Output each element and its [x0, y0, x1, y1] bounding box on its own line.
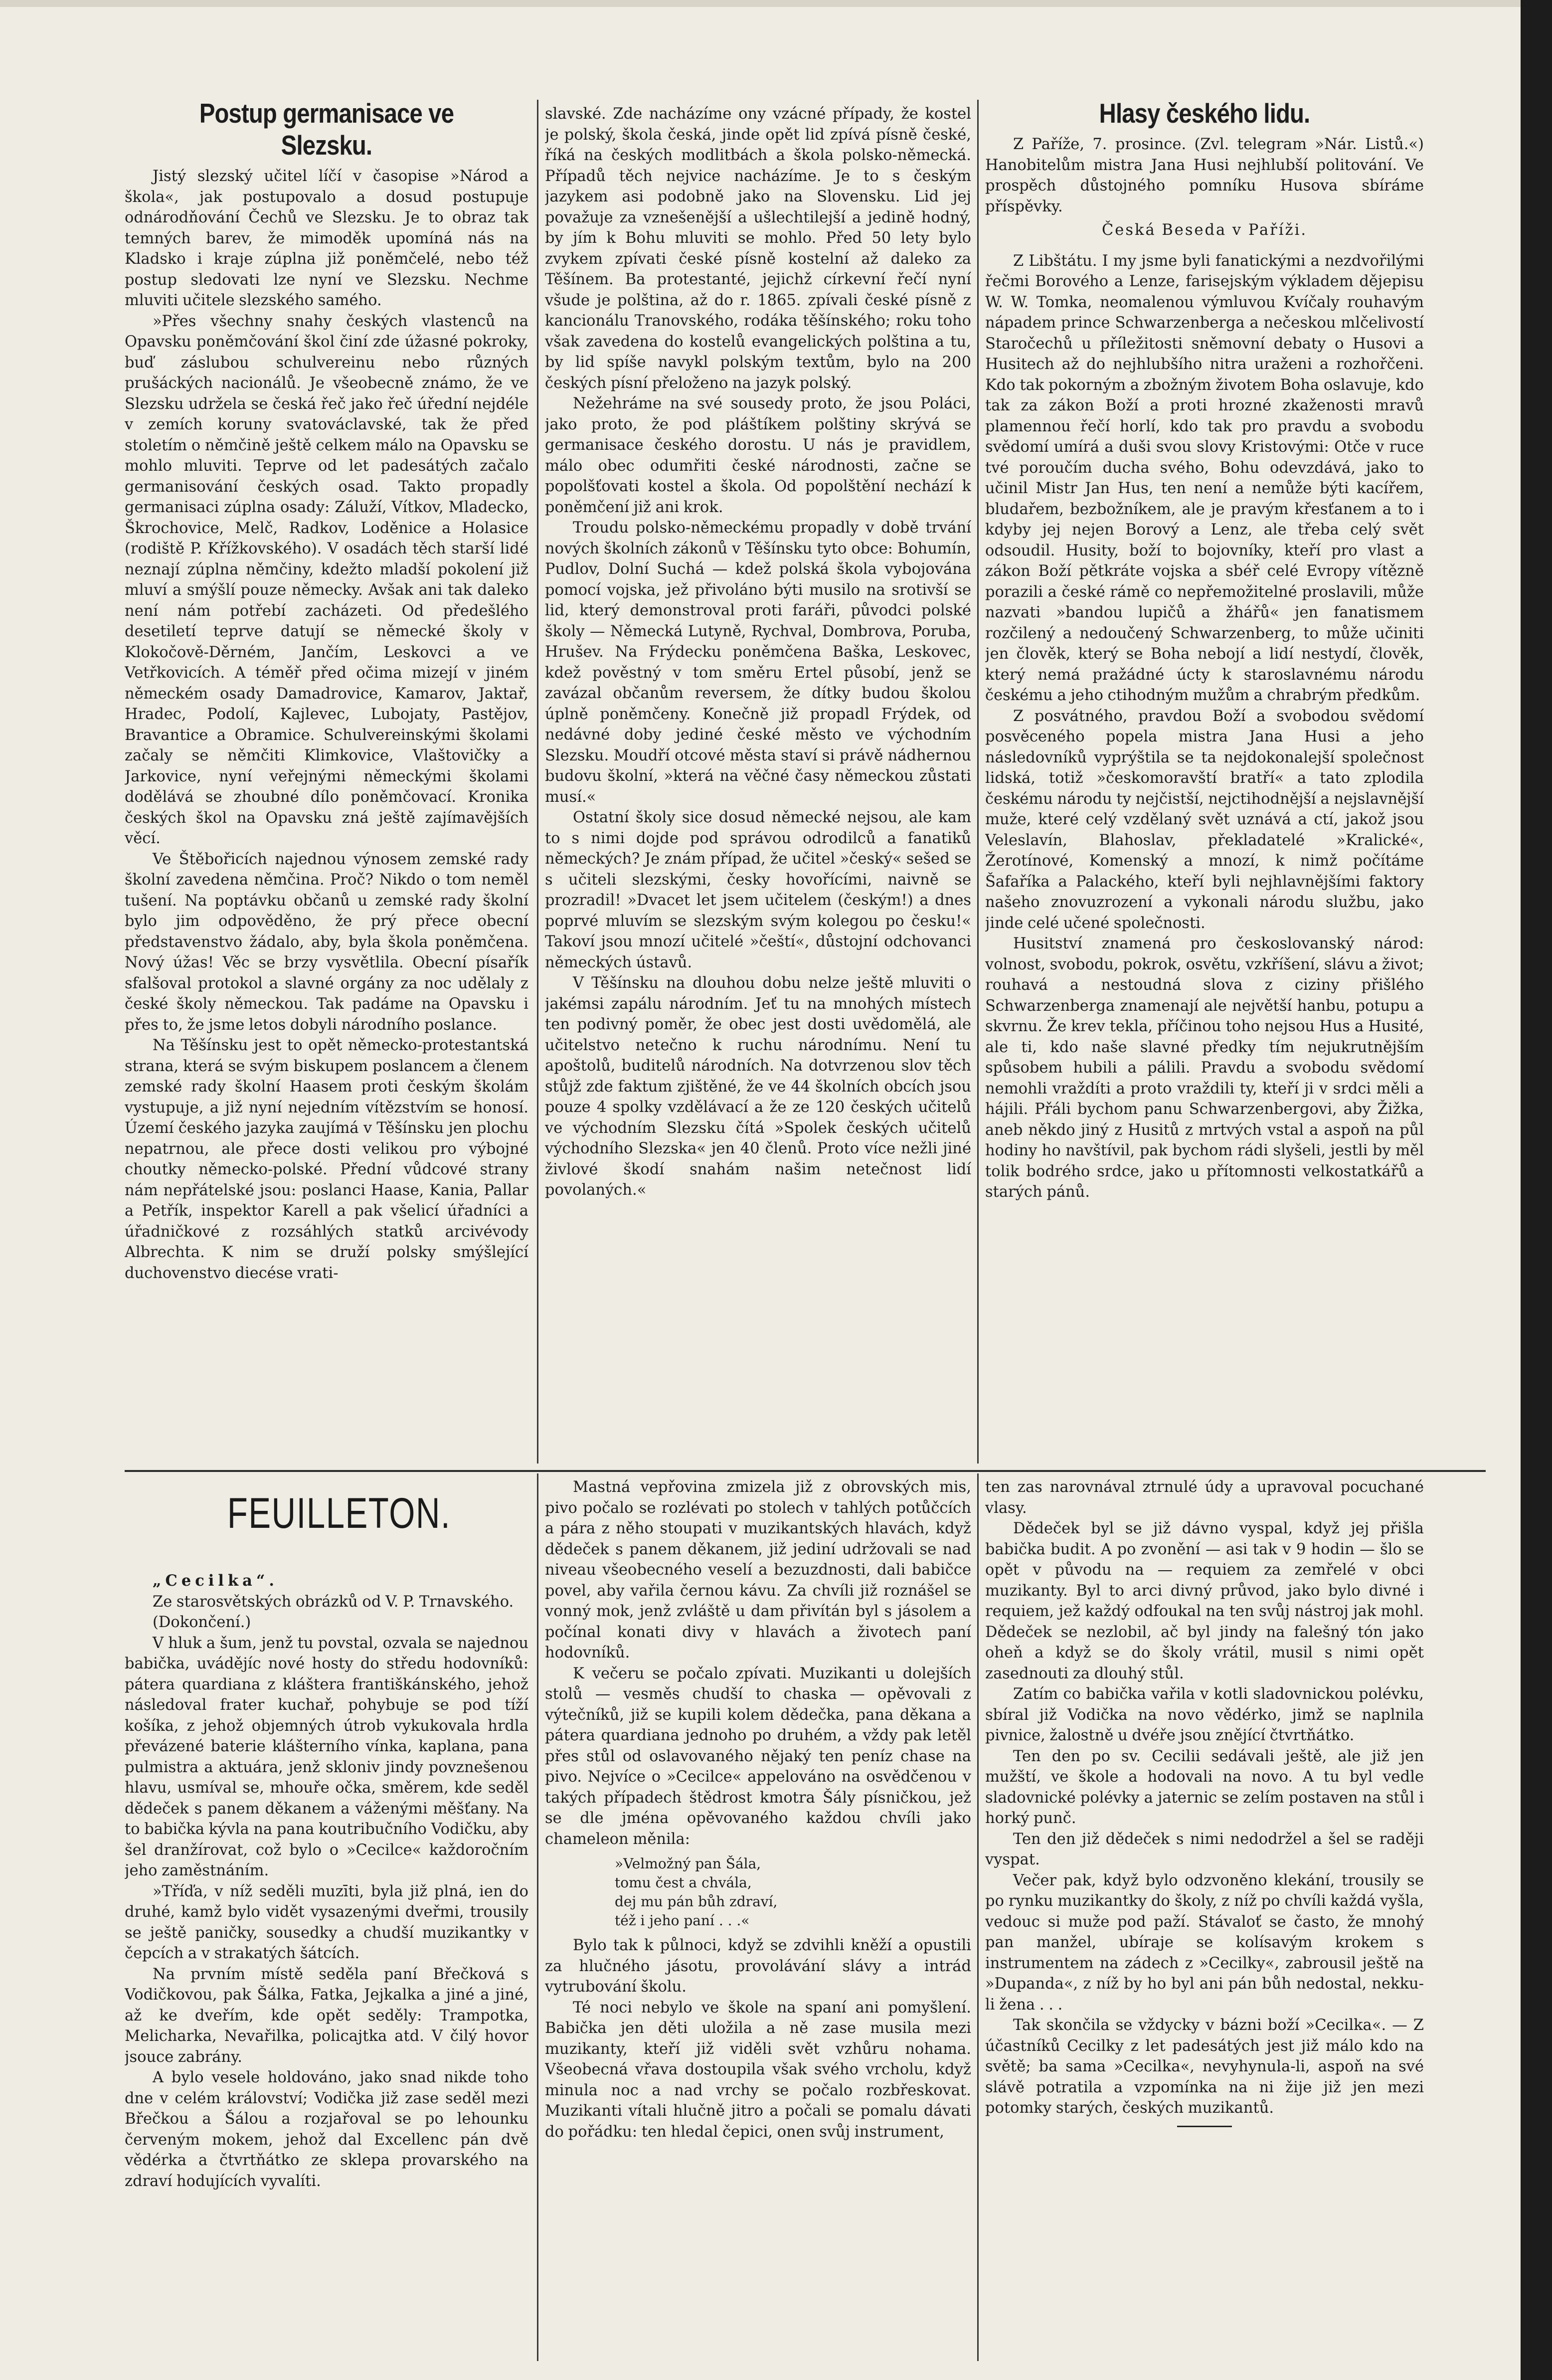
- article-paragraph: Na Těšínsku jest to opět německo-protestantská strana, která se svým biskupem poslancem a členem zemské rady školní Haasem proti českým školám vystupuje, a již nyní nejedním vítězstvím se honosí. Území českého jazyka zaujímá v Těšínsku jen plochu nepatrnou, ale přece dosti velikou pro výbojné choutky německo-polské. Přední vůdcové strany nám nepřátelské jsou: poslanci Haase, Kania, Pallar a Petřík, inspektor Karell a pak všelicí úřadníci a úřadničkové z rozsáhlých statků arcivévody Albrechta. K nim se druží polsky smýšlející duchovenstvo diecése vrati-: [125, 1037, 528, 1282]
- feuilleton-rule: [125, 1470, 1486, 1472]
- article-germanisace: [125, 97, 528, 1466]
- page-right-edge: [1521, 0, 1552, 2380]
- feuilleton-column-1: [125, 1571, 528, 2364]
- article-paragraph: Nežehráme na své sousedy proto, že jsou Poláci, jako proto, že pod pláštíkem polštiny skrývá se germanisace českého dorostu. U nás je pravidlem, málo obec odumřiti české národnosti, začne se popolšťovati kostel a škola. Od popolštění nechází k poněmčení již ani krok.: [545, 395, 971, 516]
- feuilleton-rule-1: [537, 1473, 538, 2361]
- story-paragraph: Ten den již dědeček s nimi nedodržel a šel se raději vyspat.: [985, 1830, 1424, 1868]
- song-line: dej mu pán bůh zdraví,: [615, 1893, 778, 1910]
- article-paragraph: Troudu polsko-německému propadly v době trvání nových školních zákonů v Těšínsku tyto obce: Bohumín, Pudlov, Dolní Suchá — kdež polská škola vybojována pomocí vojska, jež přivoláno býti musilo na srotivší se lid, který demonstroval proti faráři, původci polské školy — Německá Lutyně, Rychval, Dombrova, Poruba, Hrušev. Na Frýdecku poněmčena Baška, Leskovec, kdež pověstný v tom směru Ertel působí, jenž se zavázal občanům reversem, že dítky budou školou úplně poněmčeny. Konečně již propadl Frýdek, od nedávné doby jediné české město ve východním Slezsku. Moudří otcové města staví si právě nádhernou budovu školní, »která na věčné časy německou zůstati musí.«: [545, 519, 971, 806]
- story-paragraph: Té noci nebylo ve škole na spaní ani pomyšlení. Babička jen děti uložila a ně zase musila mezi muzikanty, kteří již viděli svět vzhůru nohama. Všeobecná vřava dostoupila však svého vrcholu, když minula noc a nad vrchy se počalo rozbřeskovat. Muzikanti vítali hlučně jitro a počali se pomalu dávati do pořádku: ten hledal čepici, onen svůj instrument,: [545, 1999, 971, 2141]
- feuilleton-heading: FEUILLETON.: [227, 1489, 451, 1537]
- story-paragraph: ten zas narovnával ztrnulé údy a upravoval pocuchané vlasy.: [985, 1478, 1424, 1517]
- article-germanisace-continued: [545, 104, 971, 1465]
- page-top-edge: [0, 0, 1552, 7]
- story-paragraph: Na prvním místě seděla paní Břečková s Vodičkovou, pak Šálka, Fatka, Jejkalka a jiné a jiné, až ke dveřím, kde opět seděly: Trampotka, Melicharka, Nevařilka, policajtka atd. V čilý hovor jsouce zabrány.: [125, 1965, 528, 2066]
- story-paragraph: »Tříďa, v níž seděli muzīti, byla již plná, ien do druhé, kamž bylo vidět vysazenými dveřmi, trousily se ještě paničky, sousedky a chudší muzikantky v čepcích a v strakatých šátcích.: [125, 1882, 528, 1962]
- article-paragraph: Jistý slezský učitel líčí v časopise »Národ a škola«, jak postupovalo a dosud postupuje odnárodňování Čechů ve Slezsku. Je to obraz tak temných barev, že mimoděk upomíná nás na Kladsko i kraje zúplna již poněmčelé, nebo též postup sledovati lze nyní ve Slezsku. Nechme mluviti učitele slezského samého.: [125, 168, 528, 309]
- feuilleton-column-2: [545, 1477, 971, 2365]
- feuilleton-rule-2: [977, 1473, 979, 2361]
- article-paragraph: Z Libštátu. I my jsme byli fanatickými a nezdvořilými řečmi Borového a Lenze, farisejským výkladem dějepisu W. W. Tomka, neomalenou výmluvou Kvíčaly rouhavým nápadem prince Schwarzenberga a nečeskou mlčelivostí Staročechů u příležitosti sněmovní debaty o Husovi a Husitech až do nejhlubšího nitra uraženi a rozhořčeni. Kdo tak pokorným a zbožným životem Boha oslavuje, kdo tak za zákon Boží a proti hrozné zkaženosti mravů plamennou řečí horlí, kdo tak pro pravdu a svobodu svědomí umírá a duši svou slovy Kristovými: Otče v ruce tvé poroučím ducha svého, Bohu odevzdává, jako to učinil Mistr Jan Hus, ten není a nemůže býti kacířem, bludařem, bezbožníkem, ale je pravým křesťanem a to i kdyby jej nejen Borový a Lenz, ale třeba celý svět odsoudil. Husity, boží to bojovníky, kteří pro vlast a zákon Boží pětkráte vojska a sbéř celé Evropy vítězně porazili a české rámě co nepřemožitelné proslavili, může nazvati »bandou lupičů a žhářů« jen fanatismem rozčilený a nedoučený Schwarzenberg, to může učiniti jen člověk, který se Boha nebojí a lidí nestydí, člověk, který nemá pražádné úcty k staroslavnému národu českému a jeho ctihodným mužům a chrabrým předkům.: [985, 252, 1424, 704]
- story-paragraph: Bylo tak k půlnoci, když se zdvihli kněží a opustili za hlučného jásotu, provolávání slávy a intrád vytrubování školu.: [545, 1937, 971, 1996]
- story-paragraph: V hluk a šum, jenž tu povstal, ozvala se najednou babička, uvádějíc nové hosty do středu hodovníků: pátera quardiana z kláštera františkánského, jehož následoval frater kuchař, pohybuje se pod tíží košíka, z jehož objemných útrob vykukovala hrdla převázené baterie klášterního vínka, kaplana, pana pulmistra a aktuára, jenž skloniv jindy povznešenou hlavu, usmíval se, mhouře očka, směrem, kde seděl dědeček s panem děkanem a váženými měšťany. Na to babička kývla na pana koutribučního Vodičku, aby šel dranžírovat, což bylo o »Cecilce« každoročním jeho zaměstnáním.: [125, 1634, 528, 1879]
- article-paragraph: Z posvátného, pravdou Boží a svobodou svědomí posvěceného popela mistra Jana Husi a jeho následovníků vyprýštila se ta nejdokonalejší společnost lidská, totiž »českomoravští bratří« a tato zplodila českému národu ty nejčistší, nejctihodnější a nejslavnější muže, které celý vzdělaný svět uznává a ctí, jakož jsou Veleslavín, Blahoslav, překladatelé »Kralické«, Žerotínové, Komenský a mnozí, k nimž počítáme Šafaříka a Palackého, kteří byli nejhlavnějšími faktory našeho znovuzrození a vykonali národu službu, jako jinde celé učené společnosti.: [985, 707, 1424, 932]
- column-rule-2: [977, 100, 979, 1464]
- article-paragraph: »Přes všechny snahy českých vlastenců na Opavsku poněmčování škol činí zde úžasné pokroky, buď záslubou schulvereinu nebo různých prušáckých nacionálů. Je všeobecně známo, že ve Slezsku udržela se česká řeč jako řeč úřední nejdéle v zemích koruny svatováclavské, tak že před stoletím o němčině ještě celkem málo na Opavsku se mohlo mluviti. Teprve od let padesátých začalo germanisování českých osad. Takto propadly germanisaci zúplna osady: Záluží, Vítkov, Mladecko, Škrochovice, Melč, Radkov, Loděnice a Holasice (rodiště P. Křížkovského). V osadách těch starší lidé neznají zúplna němčiny, kdežto mladší pokolení již mluví a smýšlí pouze německy. Avšak ani tak daleko není nám potřebí zacházeti. Od předešlého desetiletí teprve datují se německé školy v Klokočově-Děrném, Jančím, Leskovci a ve Vetřkovicích. A téměř před očima mizejí v jiném německém osady Damadrovice, Kamarov, Jaktař, Hradec, Podolí, Kajlevec, Lubojaty, Pastějov, Bravantice a Obramice. Schulvereinskými školami začaly se němčiti Klimkovice, Vlaštovičky a Jarkovice, nyní veřejnými německými školami dodělává se zhoubné dílo poněmčovací. Kronika českých škol na Opavsku zná ještě zajímavějších věcí.: [125, 312, 528, 847]
- story-paragraph: Tak skončila se vždycky v bázni boží »Cecilka«. — Z účastníků Cecilky z let padesátých jest již málo kdo na světě; ba sama »Cecilka«, nevyhynula-li, aspoň na své slávě potratila a vzpomínka na ni žije již jen mezi potomky starých, českých muzikantů.: [985, 2016, 1424, 2117]
- feuilleton-column-3: [985, 1477, 1424, 2365]
- song-verse: [615, 1854, 971, 1930]
- article-hlasy: [985, 97, 1424, 1464]
- story-paragraph: Dědeček byl se již dávno vyspal, když jej přišla babička budit. A po zvonění — asi tak v 9 hodin — šlo se opět v původu na — requiem za zemřelé v obci muzikanty. Byl to arci divný průvod, jako bylo divné i requiem, jež každý odfoukal na ten svůj nástroj jak mohl. Dědeček se nezlobil, ač byl jindy na falešný tón jako oheň a když se do školy vrátil, musil s nimi opět zasednouti za dlouhý stůl.: [985, 1520, 1424, 1682]
- article-paragraph: Ostatní školy sice dosud německé nejsou, ale kam to s nimi dojde pod správou odrodilců a fanatiků německých? Je znám případ, že učitel »český« sešed se s učiteli slezskými, česky hovořícími, naivně se prozradil! »Dvacet let jsem učitelem (českým!) a dnes poprvé mluvím se slezským svým kolegou po česku!« Takoví jsou mnozí učitelé »čeští«, důstojní odchovanci německých ústavů.: [545, 809, 971, 971]
- column-rule-1: [537, 100, 538, 1464]
- story-paragraph: Večer pak, když bylo odzvoněno klekání, trousily se po rynku muzikantky do školy, z níž po chvíli každá vyšla, vedouc si muže pod paží. Stávaloť se často, že mnohý pan manžel, ubíraje se kolísavým krokem s instrumentem na zádech z »Cecilky«, zabrousil ještě na »Dupanda«, z níž by ho byl ani pán bůh nedostal, nekku-li žena . . .: [985, 1871, 1424, 2014]
- story-paragraph: Ten den po sv. Cecilii sedávali ještě, ale již jen mužští, ve škole a hodovali na novo. A tu byl vedle sladovnické polévky a jaternic se zelím postaven na stůl i horký punč.: [985, 1747, 1424, 1827]
- song-line: tomu čest a chvála,: [615, 1874, 752, 1891]
- story-subtitle: Ze starosvětských obrázků od V. P. Trnavského.: [153, 1593, 514, 1611]
- story-paragraph: Zatím co babička vařila v kotli sladovnickou polévku, sbíral již Vodička na novo vědérko, jimž se naplnila pivnice, žalostně u dvéře jsou znějící čtvrtňátko.: [985, 1685, 1424, 1744]
- article-paragraph: slavské. Zde nacházíme ony vzácné případy, že kostel je polský, škola česká, jinde opět lid zpívá písně české, říká na českých modlitbách a škola polsko-německá. Případů těch nejvice nacházíme. Je to s českým jazykem asi podobně jako na Slovensku. Lid jej považuje za vznešenější a ušlechtilejší a jedině hodný, by jím k Bohu mluviti se mohlo. Před 50 lety bylo zvykem zpívati české písně kostelní až daleko za Těšínem. Ba protestanté, jejichž církevní řečí nyní všude je polština, až do r. 1865. zpívali české písně z kancionálu Tranovského, rodáka těšínského; roku toho však zavedena do kostelů evangelických polština a tu, by lid spíše navykl polským textům, bylo na 200 českých písní přeloženo na jazyk polský.: [545, 105, 971, 392]
- article-paragraph: Husitství znamená pro českoslovanský národ: volnost, svobodu, pokrok, osvětu, vzkříšení, slávu a život; rouhavá a nestoudná slova z ciziny přišlého Schwarzenberga znamenají ale největší hanbu, potupu a skvrnu. Že krev tekla, příčinou toho nejsou Hus a Husité, ale ti, kdo naše slavné předky tím nejukrutnějším spůsobem hubili a pálili. Pravdu a svobodu svědomí nemohli vraždíti a proto vraždili ty, kteří ji v srdci měli a hájili. Přáli bychom panu Schwarzenbergovi, aby Žižka, aneb někdo jiný z Husitů z mrtvých vstal a aspoň na půl hodiny ho navštívil, pak bychom rádi slyšeli, jestli by měl tolik bodrého srdce, jako u přítomnosti velkostatkářů a starých pánů.: [985, 935, 1424, 1201]
- story-paragraph: Mastná vepřovina zmizela již z obrovských mis, pivo počalo se rozlévati po stolech v tahlých potůčcích a pára z něho stoupati v muzikantských hlavách, když dědeček s panem děkanem, již jediní udržovali se nad niveau všeobecného veselí a bezuzdnosti, dali babičce povel, aby vařila černou kávu. Za chvíli již roznášel se vonný mok, jenž zvláště u dam přivítán byl s jásolem a počínal konati divy v hlavách a životech paní hodovníků.: [545, 1478, 971, 1661]
- article-paragraph: Z Paříže, 7. prosince. (Zvl. telegram »Nár. Listů.«) Hanobitelům mistra Jana Husi nejhlubší politování. Ve prospěch důstojného pomníku Husova sbíráme příspěvky.: [985, 136, 1424, 215]
- song-line: »Velmožný pan Šála,: [615, 1855, 761, 1872]
- end-rule: [1177, 2126, 1232, 2127]
- story-paragraph: K večeru se počalo zpívati. Muzikanti u dolejších stolů — vesměs chudší to chaska — opěvovali z výtečníků, již se kupili kolem dědečka, pana děkana a pátera quardiana jednoho po druhém, a vždy pak letěl přes stůl od oslavovaného nějaký ten peníz chase na pivo. Nejvíce o »Cecilce« appelováno na osvědčenou v takých případech štědrost kmotra Šály písničkou, jež se dle jména opěvovaného každou chvíli jako chameleon měnila:: [545, 1664, 971, 1848]
- song-line: též i jeho paní . . .«: [615, 1912, 750, 1929]
- article-paragraph: V Těšínsku na dlouhou dobu nelze ještě mluviti o jakémsi zapálu národním. Jeť tu na mnohých místech ten podivný poměr, že obec jest dosti uvědomělá, ale učitelstvo netečno k ruchu národnímu. Není tu apoštolů, buditelů národních. Na dotvrzenou slov těch stůjž zde faktum zjištěné, že ve 44 školních obcích jsou pouze 4 spolky vzdělávací a že ze 120 českých učitelů ve východním Slezsku čítá »Spolek českých učitelů východního Slezska« jen 40 členů. Proto více nežli jiné živlové škodí snahám našim netečnost lidí povolaných.«: [545, 974, 971, 1199]
- article-paragraph: Ve Štěbořicích najednou výnosem zemské rady školní zavedena němčina. Proč? Nikdo o tom neměl tušení. Na poptávku občanů u zemské rady školní bylo jim odpověděno, že prý přece obecní představenstvo žádalo, aby, byla škola poněmčena. Nový úžas! Věc se brzy vysvětlila. Obecní písařík sfalšoval protokol a slavné orgány za noc udělaly z české školy německou. Tak padáme na Opavsku i přes to, že jsme letos dobyli národního poslance.: [125, 850, 528, 1034]
- story-paragraph: A bylo vesele holdováno, jako snad nikde toho dne v celém království; Vodička již zase seděl mezi Břečkou a Šálou a rozjařoval se po lehounku červeným mokem, jehož dal Excellenc pán dvě vědérka a čtvrtňátko ze sklepa provarského na zdraví hodujících vyvalíti.: [125, 2069, 528, 2190]
- article-title-hlasy: Hlasy českého lidu.: [1099, 98, 1310, 129]
- article-title-germanisace: Postup germanisace ve Slezsku.: [199, 98, 454, 161]
- story-title: „Cecilka“.: [153, 1572, 279, 1590]
- story-continued: (Dokončení.): [153, 1614, 251, 1631]
- signature-line: Česká Beseda v Paříži.: [1101, 221, 1308, 239]
